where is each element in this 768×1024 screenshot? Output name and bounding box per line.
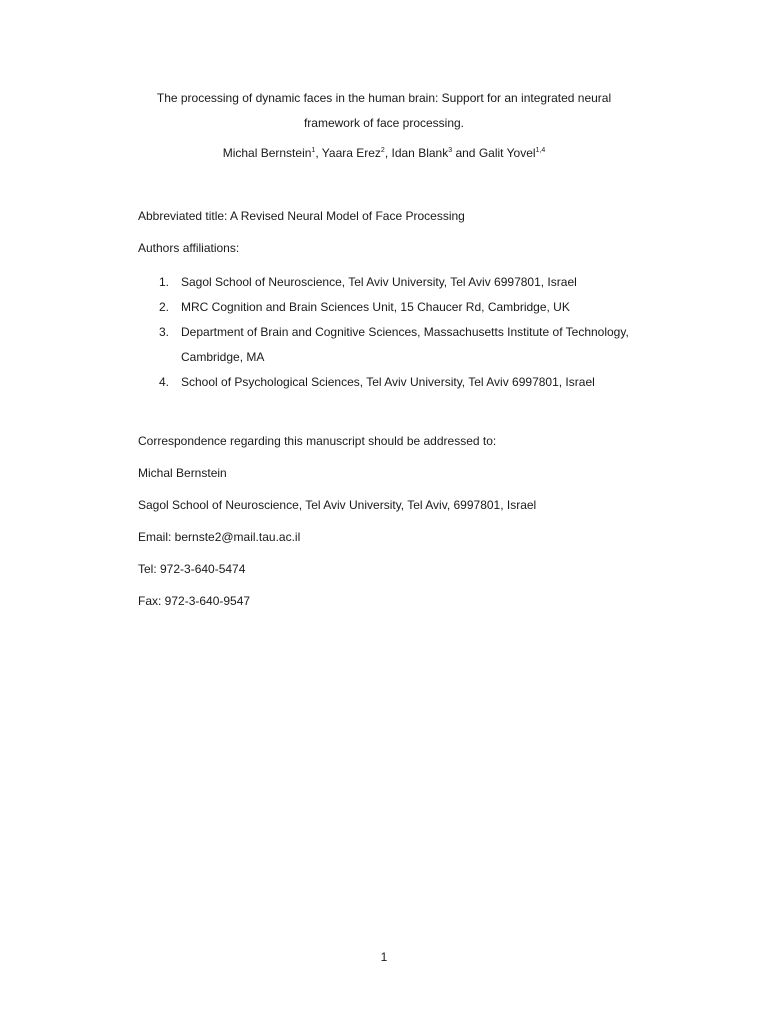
- affiliation-number: 2.: [159, 300, 170, 314]
- author-name: Idan Blank: [391, 146, 449, 160]
- affiliations-list: [138, 270, 638, 395]
- author-name: Galit Yovel: [478, 146, 536, 160]
- author-separator: ,: [384, 146, 392, 160]
- author-affiliation-marker: 1,4: [535, 147, 546, 154]
- author-affiliation-marker: 2: [380, 147, 385, 154]
- affiliation-text: Sagol School of Neuroscience, Tel Aviv University, Tel Aviv 6997801, Israel: [181, 275, 577, 289]
- author-list: [100, 144, 668, 162]
- correspondence-email: Email: bernste2@mail.tau.ac.il: [138, 530, 301, 544]
- affiliation-item: [138, 295, 638, 320]
- author-separator: ,: [315, 146, 322, 160]
- affiliation-number: 4.: [159, 375, 170, 389]
- affiliation-item: [138, 320, 638, 370]
- author-affiliation-marker: 3: [448, 147, 453, 154]
- affiliation-text-continued: Cambridge, MA: [181, 350, 265, 364]
- affiliation-number: 1.: [159, 275, 170, 289]
- correspondence-fax: Fax: 972-3-640-9547: [138, 594, 251, 608]
- affiliation-item: [138, 370, 638, 395]
- author-name: Yaara Erez: [321, 146, 381, 160]
- affiliation-item: [138, 270, 638, 295]
- correspondence-address: Sagol School of Neuroscience, Tel Aviv University, Tel Aviv, 6997801, Israel: [138, 498, 537, 512]
- affiliations-heading: Authors affiliations:: [138, 241, 240, 255]
- author-separator: and: [452, 146, 479, 160]
- title-line-2: framework of face processing.: [303, 116, 465, 130]
- correspondence-heading: Correspondence regarding this manuscript should be addressed to:: [138, 434, 497, 448]
- affiliation-text: MRC Cognition and Brain Sciences Unit, 15 Chaucer Rd, Cambridge, UK: [181, 300, 570, 314]
- affiliation-text: Department of Brain and Cognitive Sciences, Massachusetts Institute of Technology,: [181, 325, 629, 339]
- abbreviated-title: Abbreviated title: A Revised Neural Model of Face Processing: [138, 209, 465, 223]
- title-line-1: The processing of dynamic faces in the human brain: Support for an integrated neural: [156, 91, 612, 105]
- author-affiliation-marker: 1: [311, 147, 316, 154]
- author-name: Michal Bernstein: [222, 146, 312, 160]
- page-number: 1: [380, 950, 388, 964]
- correspondence-tel: Tel: 972-3-640-5474: [138, 562, 246, 576]
- affiliation-text: School of Psychological Sciences, Tel Aviv University, Tel Aviv 6997801, Israel: [181, 375, 595, 389]
- affiliation-number: 3.: [159, 325, 170, 339]
- paper-title: [100, 86, 668, 136]
- correspondence-name: Michal Bernstein: [138, 466, 227, 480]
